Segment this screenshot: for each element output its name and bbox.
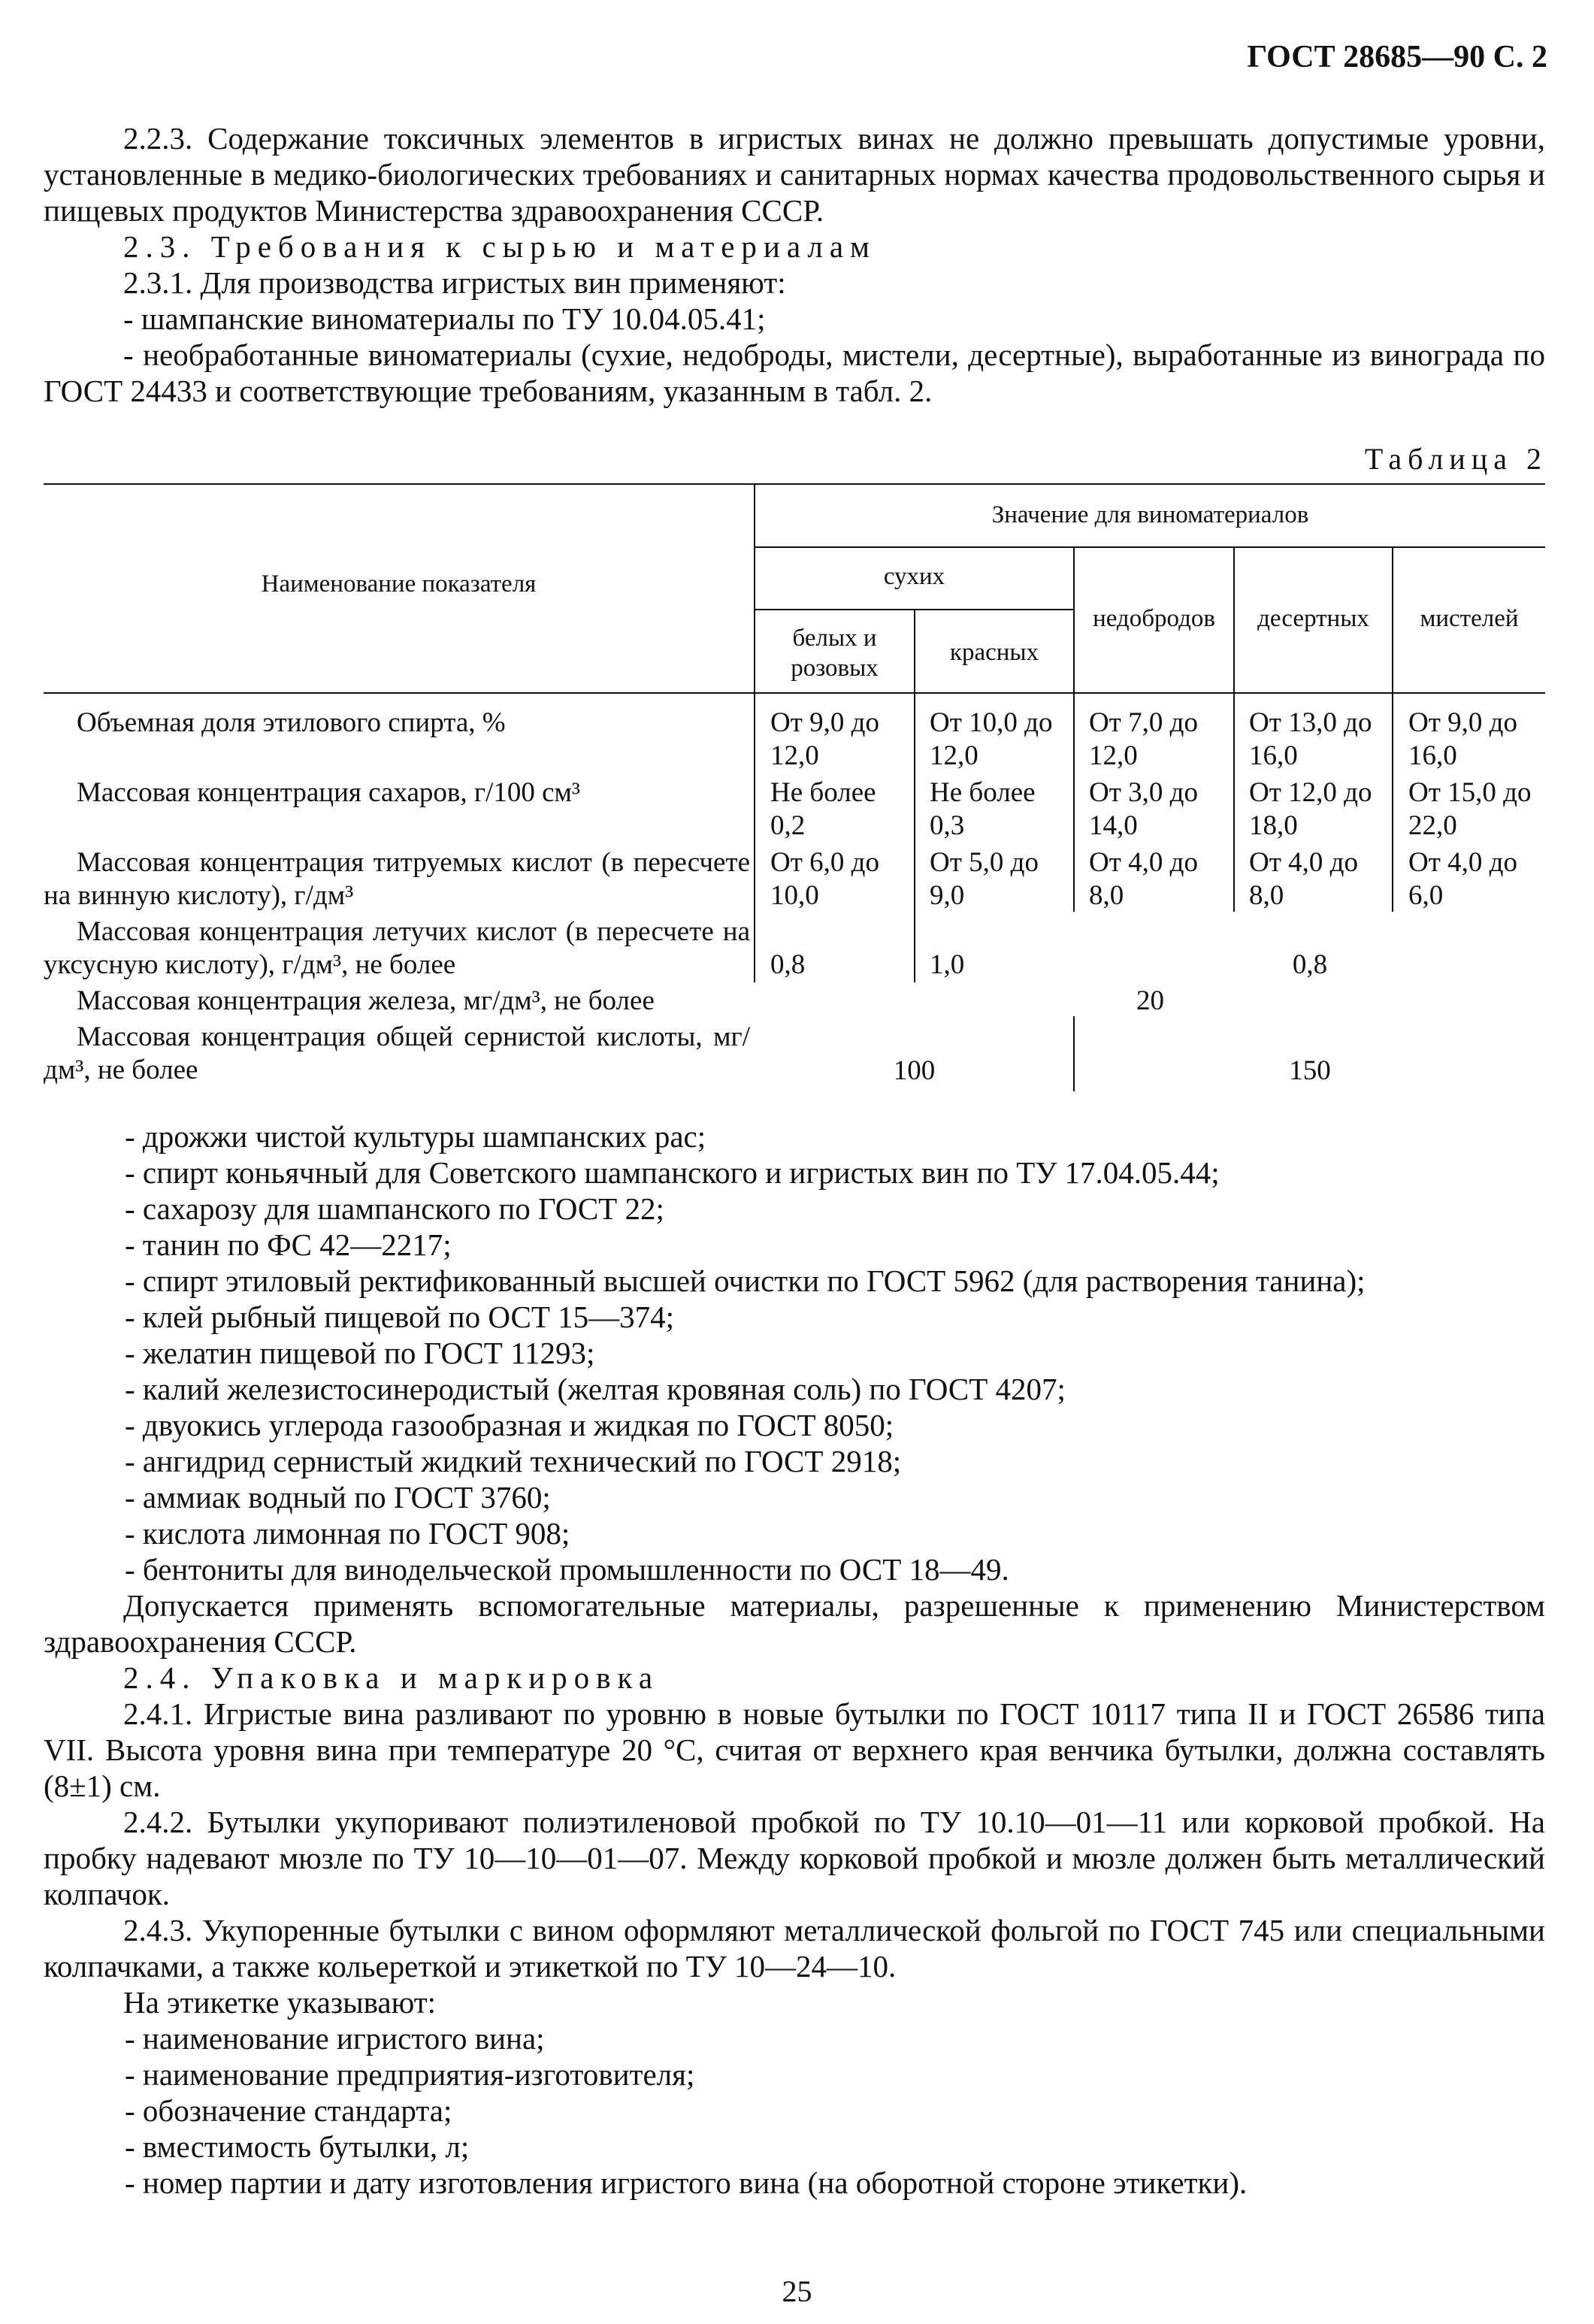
table-cell: От 4,0 до 8,0: [1089, 847, 1198, 911]
table-rule: [1073, 694, 1075, 912]
list-item: - двуокись углерода газообразная и жидкая по ГОСТ 8050;: [125, 1408, 894, 1442]
section-2-4-heading: 2.4. Упаковка и маркировка: [123, 1660, 660, 1695]
table-cell: От 6,0 до 10,0: [770, 847, 879, 911]
list-item: - наименование игристого вина;: [125, 2021, 545, 2056]
paragraph-2-4-2: 2.4.2. Бутылки укупоривают полиэтиленовой пробкой по ТУ 10.10—01—11 или корковой пробкой. На пробку надевают мюзле по ТУ 10—10—01—07. Между корковой пробкой и мюзле должен быть металлический колпачок.: [44, 1805, 1545, 1911]
table-row-label: Массовая концентрация сахаров, г/100 см³: [77, 777, 581, 808]
paragraph-auxiliary: Допускается применять вспомогательные материалы, разрешенные к применению Министерством здравоохранения СССР.: [44, 1588, 1545, 1659]
table-row-label: Объемная доля этилового спирта, %: [77, 707, 506, 738]
table-cell: От 12,0 до 18,0: [1249, 777, 1372, 841]
col-mistel: мистелей: [1420, 605, 1519, 632]
section-2-3-heading: 2.3. Требования к сырью и материалам: [123, 229, 877, 264]
table-cell: От 10,0 до 12,0: [930, 707, 1053, 771]
list-item: - вместимость бутылки, л;: [125, 2129, 470, 2164]
table-cell: 100: [893, 1055, 936, 1086]
paragraph-2-4-3: 2.4.3. Укупоренные бутылки с вином оформляют металлической фольгой по ГОСТ 745 или специальными колпачками, а также кольереткой и этикеткой по ТУ 10—24—10.: [44, 1913, 1545, 1984]
list-item: - дрожжи чистой культуры шампанских рас;: [125, 1119, 706, 1154]
materials-list: [44, 1118, 1545, 2201]
list-item: - сахарозу для шампанского по ГОСТ 22;: [125, 1191, 664, 1226]
list-item: - ангидрид сернистый жидкий технический по ГОСТ 2918;: [125, 1444, 902, 1478]
list-item: - клей рыбный пищевой по ОСТ 15—374;: [125, 1300, 675, 1334]
list-item: - наименование предприятия-изготовителя;: [125, 2057, 695, 2092]
paragraph-2-4-1: 2.4.1. Игристые вина разливают по уровню в новые бутылки по ГОСТ 10117 типа II и ГОСТ 26586 типа VII. Высота уровня вина при температуре 20 °С, считая от верхнего края венчика бутылки, должна составлять (8±1) см.: [44, 1696, 1545, 1803]
table-cell: От 13,0 до 16,0: [1249, 707, 1372, 771]
page-header: ГОСТ 28685—90 С. 2: [1247, 40, 1547, 74]
table-cell: Не более 0,2: [770, 777, 876, 841]
paragraph-2-3-1: 2.3.1. Для производства игристых вин применяют:: [123, 265, 786, 300]
col-dessert: десертных: [1257, 605, 1369, 632]
table-cell: От 3,0 до 14,0: [1089, 777, 1198, 841]
table-cell: От 9,0 до 16,0: [1408, 707, 1517, 771]
table-rule: [754, 694, 755, 982]
list-item: - кислота лимонная по ГОСТ 908;: [125, 1516, 570, 1551]
table-cell: Не более 0,3: [930, 777, 1036, 841]
table-header-rule: [44, 692, 1545, 694]
table-cell: 0,8: [770, 949, 806, 980]
list-item: - аммиак водный по ГОСТ 3760;: [125, 1480, 551, 1515]
list-item: - необработанные виноматериалы (сухие, недоброды, мистели, десертные), выработанные из винограда по ГОСТ 24433 и соответствующие требованиям, указанным в табл. 2.: [44, 337, 1545, 408]
table-row-label: Массовая концентрация железа, мг/дм³, не более: [77, 985, 655, 1016]
col-red: красных: [949, 639, 1039, 666]
table-cell: От 7,0 до 12,0: [1089, 707, 1198, 771]
list-item: - танин по ФС 42—2217;: [125, 1227, 452, 1262]
list-item: - спирт этиловый ректификованный высшей очистки по ГОСТ 5962 (для растворения танина);: [125, 1263, 1366, 1298]
table-row-label: Массовая концентрация летучих кислот (в пересчете на уксусную кислоту), г/дм³, не более: [44, 916, 750, 980]
top-text: [44, 120, 1545, 409]
table-rule: [1233, 694, 1235, 912]
list-item: - шампанские виноматериалы по ТУ 10.04.05.41;: [123, 301, 766, 336]
col-indicator: Наименование показателя: [261, 570, 537, 598]
list-item: - обозначение стандарта;: [125, 2093, 452, 2128]
page-number: 25: [782, 2274, 812, 2308]
paragraph-label-intro: На этикетке указывают:: [123, 1985, 437, 2020]
table-cell: От 4,0 до 8,0: [1249, 847, 1358, 911]
table-cell: 20: [1136, 985, 1164, 1016]
table-cell: От 4,0 до 6,0: [1408, 847, 1517, 911]
table-rule: [914, 694, 915, 982]
table-cell: 0,8: [1292, 949, 1328, 980]
table-rule: [754, 546, 1545, 548]
table-cell: От 5,0 до 9,0: [930, 847, 1039, 911]
table-cell: 150: [1289, 1055, 1331, 1086]
col-group: Значение для виноматериалов: [991, 501, 1309, 528]
list-item: - номер партии и дату изготовления игристого вина (на оборотной стороне этикетки).: [125, 2165, 1248, 2200]
col-dry: сухих: [883, 563, 945, 590]
table-cell: От 9,0 до 12,0: [770, 707, 879, 771]
list-item: - желатин пищевой по ГОСТ 11293;: [125, 1336, 595, 1370]
list-item: - бентониты для винодельческой промышленности по ОСТ 18—49.: [125, 1552, 1009, 1587]
list-item: - спирт коньячный для Советского шампанского и игристых вин по ТУ 17.04.05.44;: [125, 1155, 1220, 1190]
table-row-label: Массовая концентрация титруемых кислот (в пересчете на винную кислоту), г/дм³: [44, 847, 750, 911]
list-item: - калий железистосинеродистый (желтая кровяная соль) по ГОСТ 4207;: [125, 1372, 1066, 1406]
table-cell: 1,0: [930, 949, 965, 980]
table-row-label: Массовая концентрация общей сернистой кислоты, мг/дм³, не более: [44, 1021, 750, 1085]
table-top-rule: [44, 483, 1545, 485]
paragraph-2-2-3: 2.2.3. Содержание токсичных элементов в игристых винах не должно превышать допустимые уровни, установленные в медико-биологических требованиях и санитарных нормах качества продовольственного сырья и пищевых продуктов Министерства здравоохранения СССР.: [44, 121, 1545, 228]
col-nedobrod: недобродов: [1093, 605, 1215, 632]
table-caption: Таблица 2: [1364, 442, 1547, 476]
col-white: белых и розовых: [791, 625, 879, 682]
table-cell: От 15,0 до 22,0: [1408, 777, 1532, 841]
table-rule: [1392, 694, 1393, 912]
